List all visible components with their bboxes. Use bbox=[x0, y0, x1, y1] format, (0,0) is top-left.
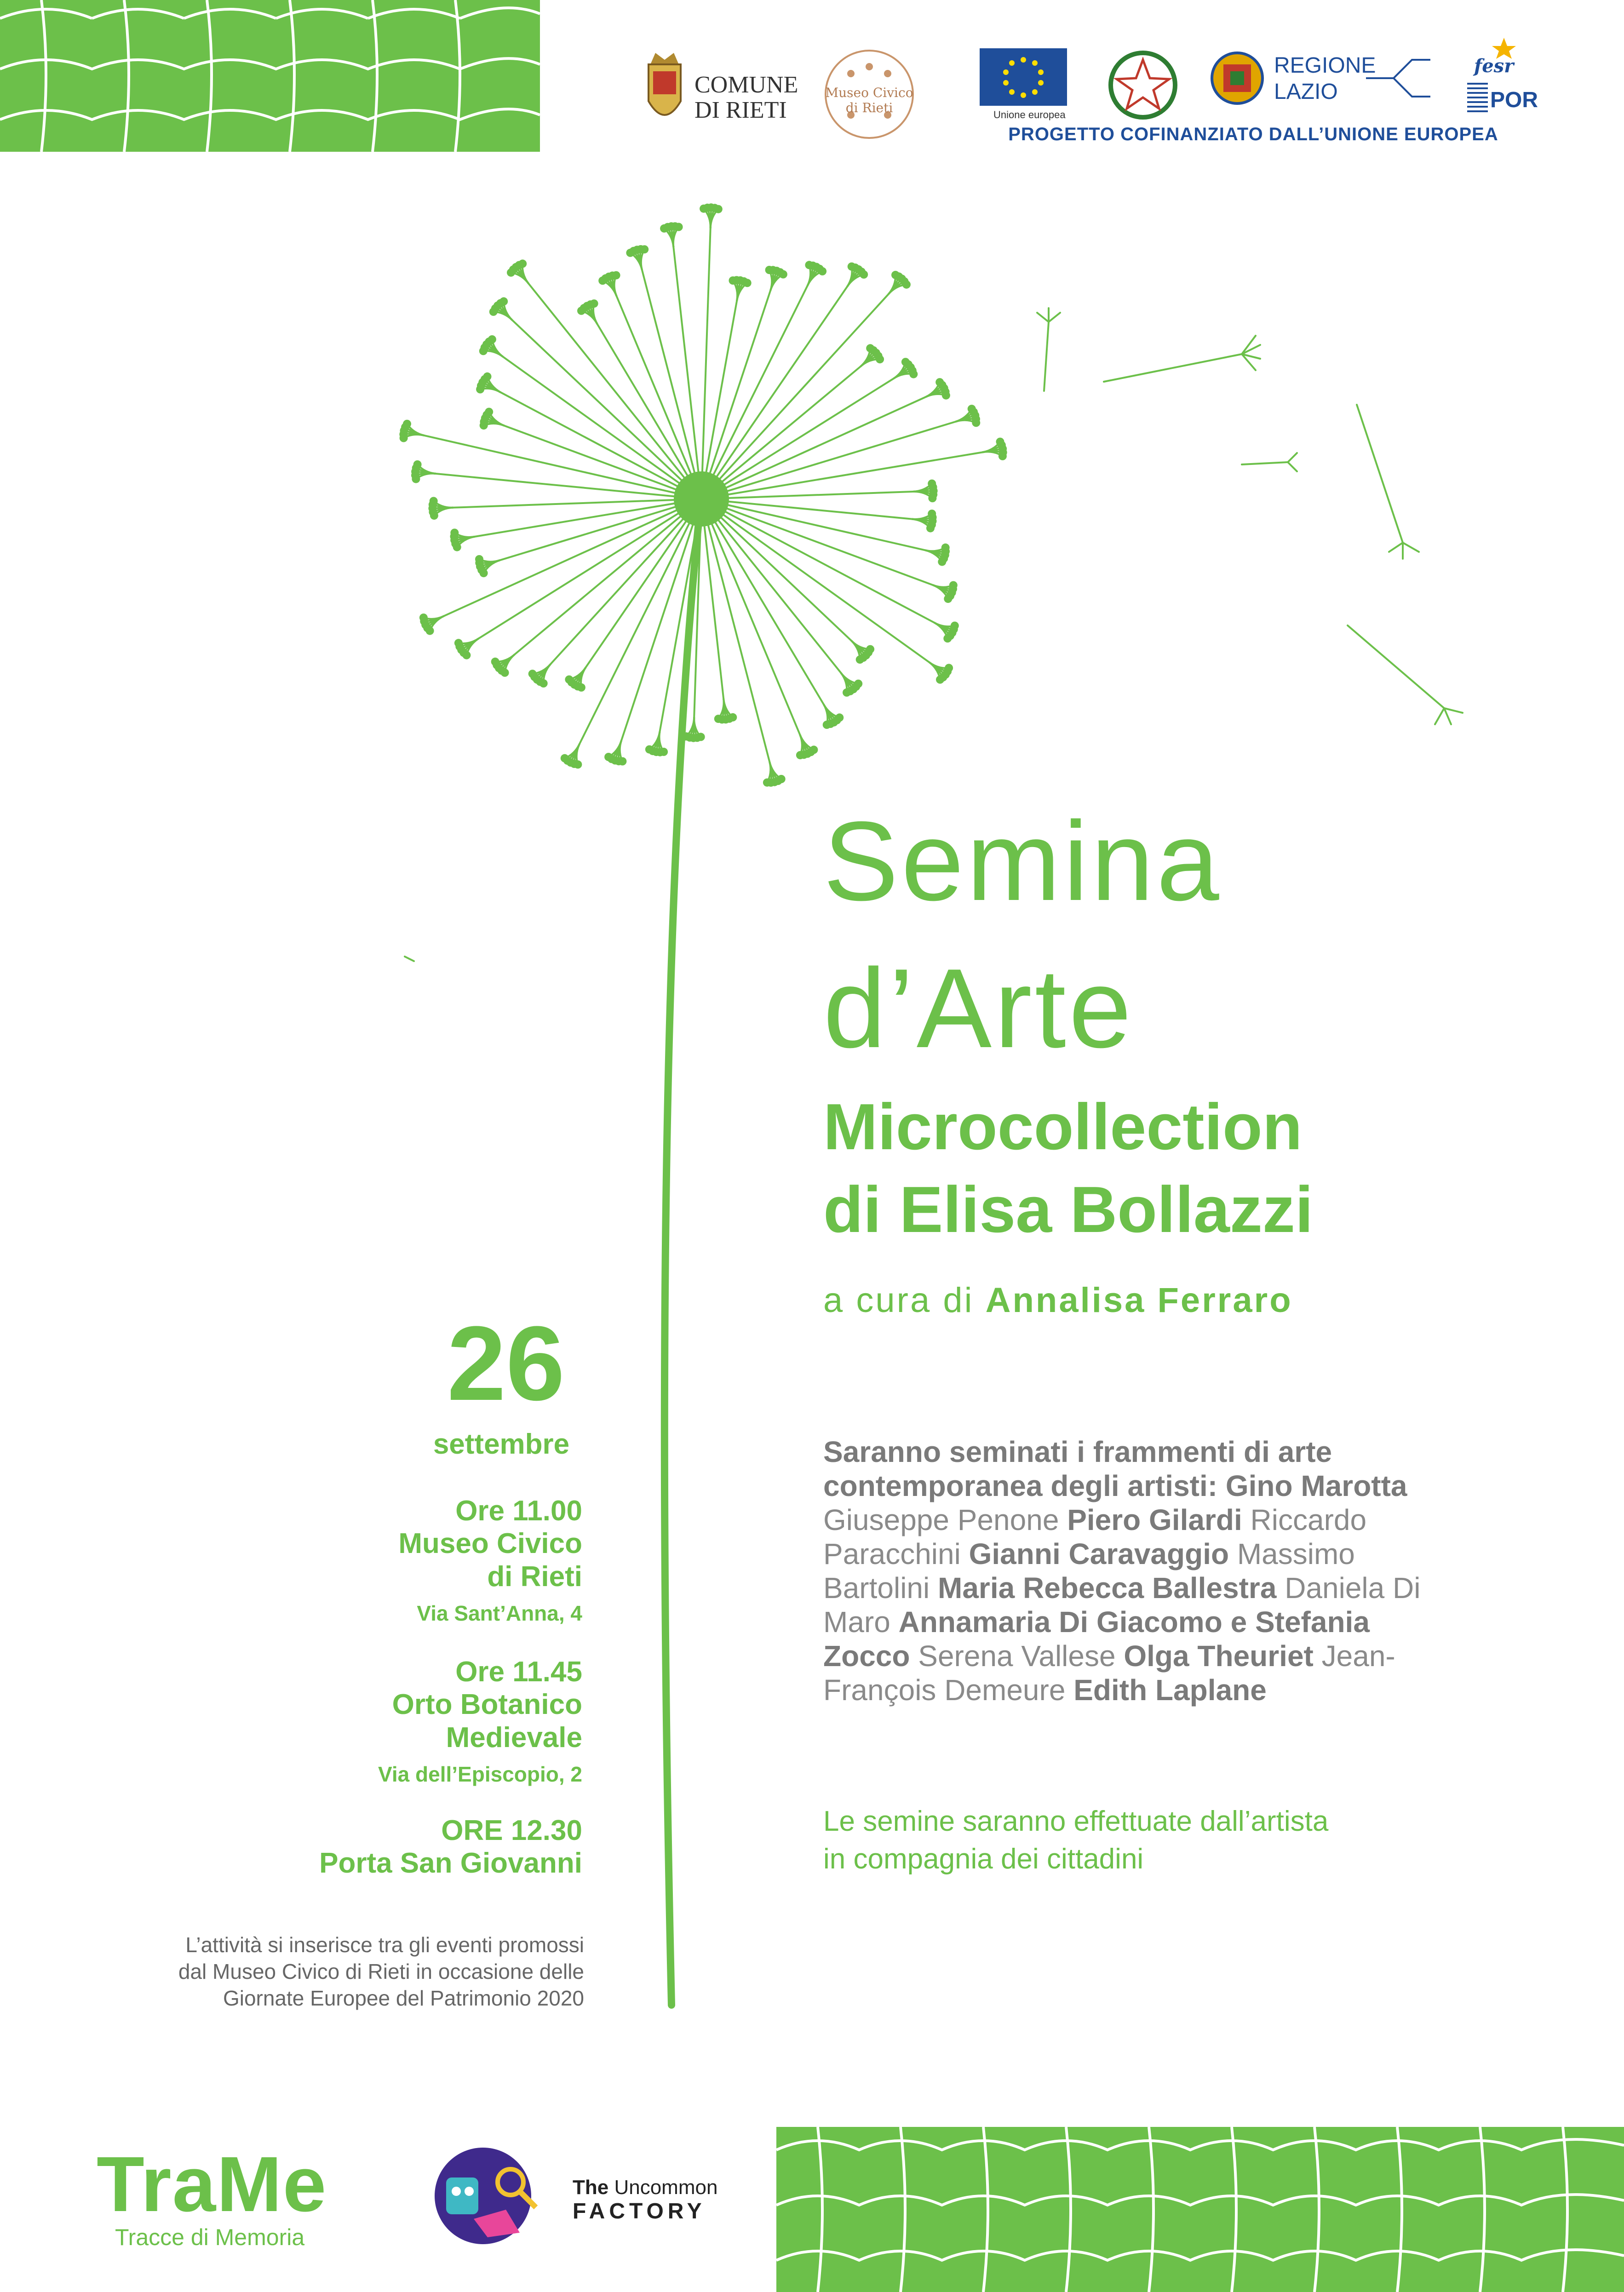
corner-pattern-top bbox=[0, 0, 540, 152]
event-address: Via Sant’Anna, 4 bbox=[417, 1601, 582, 1625]
subtitle-line1: Microcollection bbox=[823, 1090, 1303, 1163]
tuf-uncommon: Uncommon bbox=[614, 2176, 718, 2199]
trame-subtitle: Tracce di Memoria bbox=[115, 2224, 305, 2250]
artist-name: Daniela Di Maro bbox=[823, 1571, 1421, 1639]
artist-name: Serena Vallese bbox=[918, 1639, 1116, 1673]
artist-name: Olga Theuriet bbox=[1124, 1639, 1314, 1673]
regione-line2: LAZIO bbox=[1274, 80, 1338, 104]
artist-name: Gianni Caravaggio bbox=[969, 1537, 1229, 1570]
museo-logo-text: Museo Civico di Rieti bbox=[825, 85, 913, 115]
comune-rieti-logo bbox=[639, 51, 796, 143]
eu-flag-icon bbox=[980, 48, 1067, 106]
artist-name: Piero Gilardi bbox=[1067, 1503, 1242, 1536]
event-time: Ore 11.00 bbox=[455, 1495, 582, 1527]
event-place-line1: Museo Civico bbox=[398, 1528, 582, 1560]
cofinanziato-text: PROGETTO COFINANZIATO DALL’UNIONE EUROPEA bbox=[1008, 124, 1498, 144]
artist-name: Annamaria Di Giacomo e Stefania Zocco bbox=[823, 1605, 1370, 1673]
museo-civico-logo bbox=[819, 46, 920, 143]
date-day: 26 bbox=[447, 1304, 565, 1422]
artist-name: Maria Rebecca Ballestra bbox=[938, 1571, 1277, 1604]
fesr-small-lines bbox=[1467, 83, 1488, 115]
star-emblem-icon bbox=[1104, 46, 1182, 124]
repubblica-emblem bbox=[1104, 46, 1182, 124]
curator-line bbox=[823, 1283, 1293, 1318]
fesr-por-logo bbox=[1463, 37, 1536, 124]
artist-name: Edith Laplane bbox=[1073, 1673, 1267, 1707]
semine-line2: in compagnia dei cittadini bbox=[823, 1843, 1144, 1875]
uncommon-factory-line2: FACTORY bbox=[573, 2199, 706, 2223]
event-1 bbox=[398, 1495, 582, 1626]
artist-name: Riccardo Paracchini bbox=[823, 1503, 1367, 1570]
comune-logo-line1: COMUNE bbox=[694, 72, 798, 98]
artists-intro: Saranno seminati i frammenti di arte contemporanea degli artisti: bbox=[823, 1435, 1332, 1502]
event-3 bbox=[319, 1814, 582, 1880]
title-line1: Semina bbox=[823, 798, 1222, 924]
event-time: Ore 11.45 bbox=[455, 1656, 582, 1688]
regione-lazio-logo bbox=[1210, 51, 1430, 110]
uncommon-factory-icon bbox=[405, 2145, 561, 2246]
footnote-line1: L’attività si inserisce tra gli eventi promossi bbox=[185, 1933, 584, 1957]
event-place-line1: Orto Botanico bbox=[392, 1689, 582, 1721]
event-time: ORE 12.30 bbox=[441, 1815, 582, 1846]
eu-flag-logo bbox=[980, 48, 1067, 122]
fesr-text: fesr bbox=[1474, 55, 1514, 77]
eu-caption: Unione europea bbox=[993, 109, 1066, 120]
regione-line1: REGIONE bbox=[1274, 53, 1376, 78]
artist-name: Massimo Bartolini bbox=[823, 1537, 1355, 1604]
subtitle-line2: di Elisa Bollazzi bbox=[823, 1173, 1314, 1246]
artist-name: Giuseppe Penone bbox=[823, 1503, 1059, 1536]
artists-list bbox=[823, 1435, 1444, 1707]
regione-crest-icon bbox=[1210, 51, 1265, 106]
title-line2: d’Arte bbox=[823, 945, 1135, 1071]
trame-logo: TraMe bbox=[97, 2141, 327, 2228]
event-place-line2: Medievale bbox=[446, 1721, 582, 1753]
tuf-the: The bbox=[573, 2176, 609, 2199]
date-month: settembre bbox=[433, 1428, 570, 1460]
semine-line1: Le semine saranno effettuate dall’artista bbox=[823, 1805, 1329, 1837]
event-place-line2: di Rieti bbox=[487, 1560, 582, 1593]
semine-note bbox=[823, 1803, 1421, 1878]
artist-name: Gino Marotta bbox=[1225, 1469, 1407, 1502]
curator-name: Annalisa Ferraro bbox=[985, 1281, 1293, 1320]
event-2 bbox=[378, 1656, 582, 1787]
footnote-line3: Giornate Europee del Patrimonio 2020 bbox=[223, 1986, 584, 2010]
crest-icon bbox=[639, 51, 690, 138]
event-address: Via dell’Episcopio, 2 bbox=[378, 1762, 582, 1786]
footnote-line2: dal Museo Civico di Rieti in occasione delle bbox=[178, 1960, 584, 1983]
event-place-line1: Porta San Giovanni bbox=[319, 1847, 582, 1879]
footnote bbox=[120, 1931, 584, 2011]
artist-name: Jean-François Demeure bbox=[823, 1639, 1395, 1707]
regione-lines-icon bbox=[1366, 53, 1430, 103]
comune-logo-line2: DI RIETI bbox=[694, 97, 787, 123]
uncommon-factory-line1 bbox=[573, 2177, 717, 2198]
corner-pattern-bottom bbox=[776, 2127, 1624, 2292]
curator-prefix: a cura di bbox=[823, 1281, 974, 1320]
por-text: POR bbox=[1490, 88, 1538, 112]
